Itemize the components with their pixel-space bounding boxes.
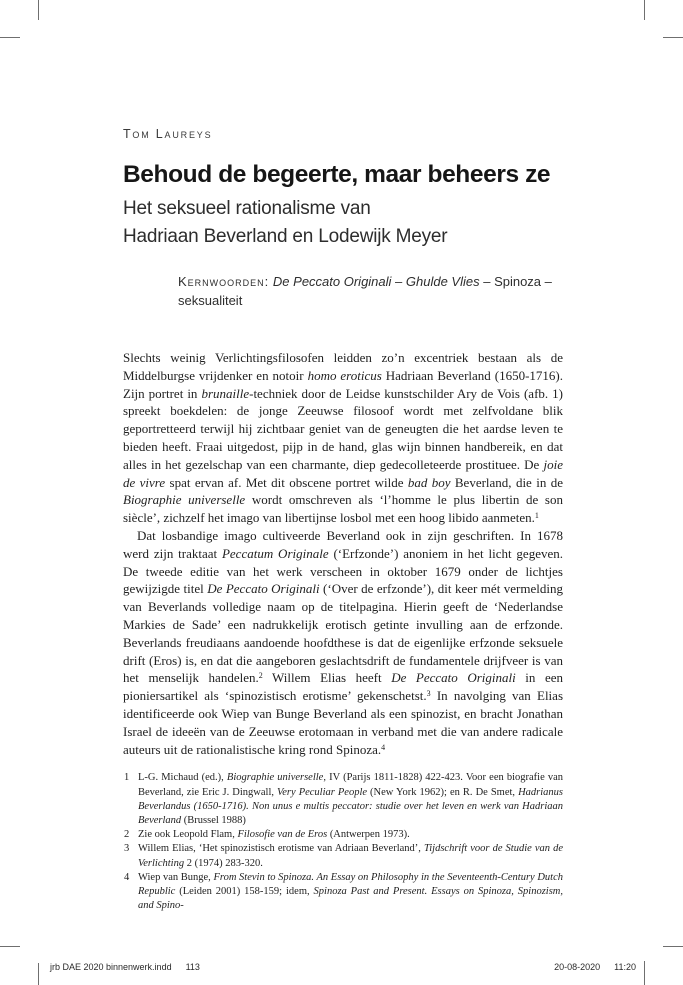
footnote	[123, 771, 563, 828]
article-subtitle	[123, 195, 563, 250]
footnotes-block	[123, 771, 563, 913]
footnote-text: Zie ook Leopold Flam, Filosofie van de Eros (Antwerpen 1973).	[138, 829, 410, 841]
crop-mark-top-left-horizontal	[0, 37, 20, 38]
crop-mark-bottom-right-horizontal	[663, 946, 683, 947]
keywords-block	[123, 273, 563, 310]
footnote-number: 4	[124, 871, 130, 883]
body-text	[123, 349, 563, 758]
footnote-text: Willem Elias, ‘Het spinozistisch erotisme van Adriaan Beverland’, Tijdschrift voor de Studie van de Verlichting 2 (1974) 283-320.	[138, 843, 564, 869]
footnote-text: Wiep van Bunge, From Stevin to Spinoza. An Essay on Philosophy in the Seventeenth-Century Dutch Republic (Leiden 2001) 158-159; idem, Spinoza Past and Present. Essays on Spinoza, Spinozism, and Spino-	[138, 871, 564, 912]
proof-footer-right	[554, 962, 636, 973]
proof-time: 11:20	[614, 962, 636, 972]
author-name: Tom Laureys	[123, 127, 213, 141]
keywords-label: Kernwoorden:	[178, 274, 270, 289]
proof-date: 20-08-2020	[554, 962, 601, 972]
body-paragraph: Dat losbandige imago cultiveerde Beverland ook in zijn geschriften. In 1678 werd zijn traktaat Peccatum Originale (‘Erfzonde’) anoniem in het licht gegeven. De tweede editie van het werk verscheen in oktober 1679 onder de lichtjes gewijzigde titel De Peccato Originali (‘Over de erfzonde’), dit keer mét vermelding van Beverlands volledige naam op de titelpagina. Hierin geeft de ‘Nederlandse Markies de Sade’ een nadrukkelijk erotisch getinte invulling aan de erfzonde. Beverlands freudiaans aandoende hoofdthese is dat de eigenlijke erfzonde seksuele drift (Eros) is, en dat die aangeboren geslachtsdrift de fundamentele drijfveer is van het menselijk handelen.$^2$ Willem Elias heeft De Peccato Originali in een pioniersartikel als ‘spinozistisch erotisme’ gekenschetst.$^3$ In navolging van Elias identificeerde ook Wiep van Bunge Beverland als een spinozist, en bracht Jonathan Israel de ideeën van de Zeeuwse erotomaan in verband met die van andere radicale auteurs uit de rationalistische kring rond Spinoza.$^4$	[123, 527, 564, 757]
footnote	[123, 842, 563, 870]
footnote	[123, 871, 563, 914]
crop-mark-top-left-vertical	[38, 0, 39, 20]
article-subtitle-line2: Hadriaan Beverland en Lodewijk Meyer	[123, 225, 448, 247]
body-paragraph: Slechts weinig Verlichtingsfilosofen leidden zo’n excentriek bestaan als de Middelburgse vrijdenker en notoir homo eroticus Hadriaan Beverland (1650-1716). Zijn portret in brunaille-techniek door de Leidse kunstschilder Ary de Vois (afb. 1) spreekt boekdelen: de jonge Zeeuwse filosoof wordt met zelfvoldane blik geportretteerd terwijl hij zichtbaar geniet van de geneugten die het aardse leven te bieden heeft. Fraai uitgedost, pijp in de hand, glas wijn binnen handbereik, en dat alles in het gezelschap van een charmante, diep gedecolleteerde prostituee. De joie de vivre spat ervan af. Met dit obscene portret wilde bad boy Beverland, die in de Biographie universelle wordt omschreven als ‘l’homme le plus libertin de son siècle’, zichzelf het imago van libertijnse losbol met een hoog libido aanmeten.$^1$	[123, 350, 563, 526]
crop-mark-top-right-horizontal	[663, 37, 683, 38]
proof-file-name: jrb DAE 2020 binnenwerk.indd	[50, 962, 172, 972]
crop-mark-bottom-right-vertical	[644, 961, 645, 985]
text-column	[123, 127, 563, 913]
footnote-number: 1	[124, 772, 130, 784]
article-title: Behoud de begeerte, maar beheers ze	[123, 161, 551, 188]
footnote-number: 2	[124, 829, 130, 841]
footnote-text: L-G. Michaud (ed.), Biographie universelle, IV (Parijs 1811-1828) 422-423. Voor een biografie van Beverland, zie Eric J. Dingwall, Very Peculiar People (New York 1962); en R. De Smet, Hadrianus Beverlandus (1650-1716). Non unus e multis peccator: studie over het leven en werk van Hadriaan Beverland (Brussel 1988)	[138, 772, 563, 826]
page-number: 113	[185, 962, 200, 972]
article-subtitle-line1: Het seksueel rationalisme van	[123, 198, 371, 219]
crop-mark-bottom-left-horizontal	[0, 946, 20, 947]
proof-footer-left	[50, 962, 200, 973]
footnote	[123, 828, 563, 842]
footnote-number: 3	[124, 843, 130, 855]
crop-mark-top-right-vertical	[644, 0, 645, 20]
crop-mark-bottom-left-vertical	[38, 963, 39, 985]
keywords-list: De Peccato Originali – Ghulde Vlies – Spinoza – seksualiteit	[178, 274, 552, 308]
